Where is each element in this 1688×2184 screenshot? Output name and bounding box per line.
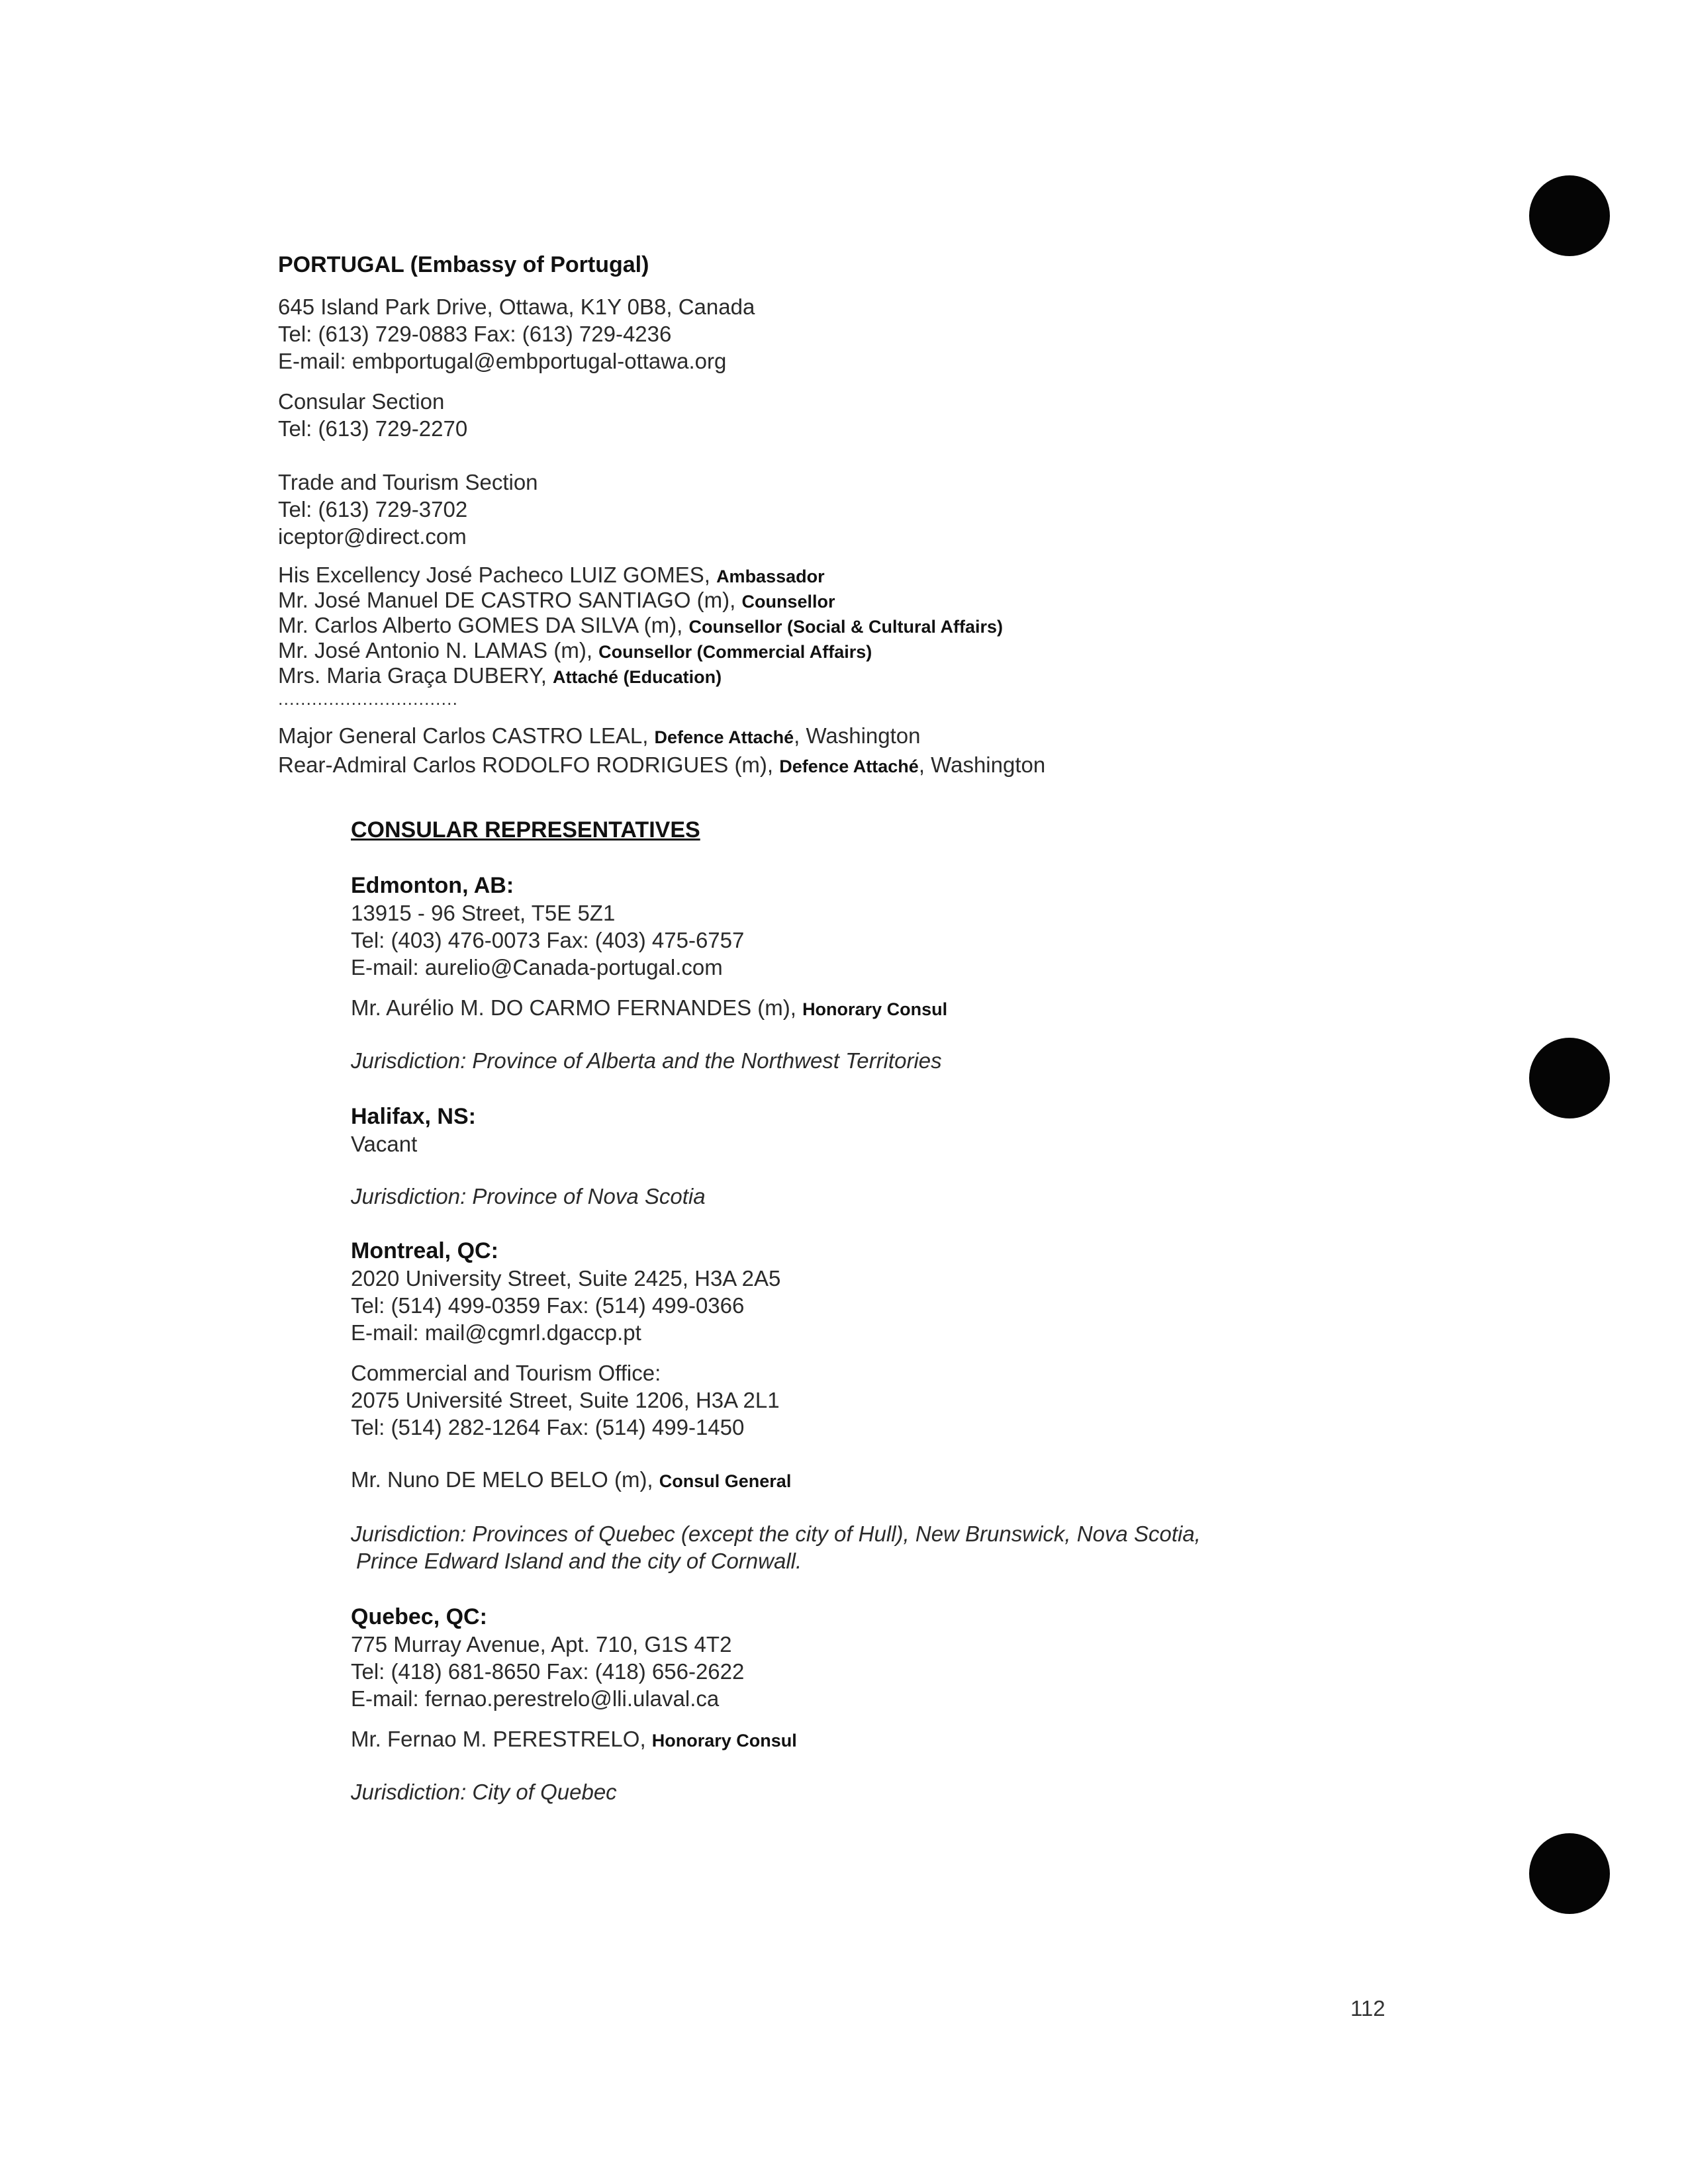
consulate-email: E-mail: aurelio@Canada-portugal.com: [351, 955, 723, 979]
embassy-section: [278, 251, 1470, 780]
staff-entry: Mrs. Maria Graça DUBERY, Attaché (Education): [278, 663, 722, 688]
defence-entry: Major General Carlos CASTRO LEAL, Defence Attaché, Washington: [278, 723, 921, 748]
consular-section-tel: Tel: (613) 729-2270: [278, 416, 468, 441]
consul-entry: Mr. Aurélio M. DO CARMO FERNANDES (m), Honorary Consul: [351, 995, 948, 1020]
jurisdiction-text: Jurisdiction: Provinces of Quebec (except the city of Hull), New Brunswick, Nova Scotia,: [351, 1522, 1201, 1546]
office-label: Commercial and Tourism Office:: [351, 1361, 661, 1385]
consular-heading: CONSULAR REPRESENTATIVES: [351, 817, 700, 842]
staff-list: [278, 563, 1470, 689]
consulate-montreal: [351, 1238, 1542, 1574]
punch-hole-bottom: [1529, 1833, 1610, 1914]
consulate-address: 2020 University Street, Suite 2425, H3A 2A5: [351, 1266, 781, 1291]
office-tel-fax: Tel: (514) 282-1264 Fax: (514) 499-1450: [351, 1415, 745, 1439]
embassy-tel-fax: Tel: (613) 729-0883 Fax: (613) 729-4236: [278, 322, 672, 346]
page-number: 112: [1350, 1996, 1385, 2021]
jurisdiction-text: Jurisdiction: City of Quebec: [351, 1780, 617, 1804]
staff-entry: Mr. José Manuel DE CASTRO SANTIAGO (m), Counsellor: [278, 588, 835, 612]
embassy-address: 645 Island Park Drive, Ottawa, K1Y 0B8, Canada: [278, 295, 755, 319]
consulate-tel-fax: Tel: (418) 681-8650 Fax: (418) 656-2622: [351, 1659, 745, 1684]
consulate-tel-fax: Tel: (403) 476-0073 Fax: (403) 475-6757: [351, 928, 745, 952]
jurisdiction-text-continued: Prince Edward Island and the city of Cornwall.: [356, 1549, 802, 1573]
embassy-title: PORTUGAL (Embassy of Portugal): [278, 252, 649, 277]
consular-representatives-section: [351, 817, 1542, 1805]
trade-section-email: iceptor@direct.com: [278, 524, 467, 549]
office-address: 2075 Université Street, Suite 1206, H3A 2L1: [351, 1388, 780, 1412]
consul-entry: Mr. Nuno DE MELO BELO (m), Consul General: [351, 1467, 792, 1492]
trade-section-tel: Tel: (613) 729-3702: [278, 497, 468, 522]
consular-section-label: Consular Section: [278, 389, 445, 414]
staff-entry: Mr. José Antonio N. LAMAS (m), Counsellor (Commercial Affairs): [278, 638, 872, 662]
jurisdiction-text: Jurisdiction: Province of Nova Scotia: [351, 1184, 706, 1208]
city-heading: Edmonton, AB:: [351, 873, 514, 898]
staff-entry: Mr. Carlos Alberto GOMES DA SILVA (m), Counsellor (Social & Cultural Affairs): [278, 613, 1004, 637]
embassy-email: E-mail: embportugal@embportugal-ottawa.org: [278, 349, 727, 373]
defence-entry: Rear-Admiral Carlos RODOLFO RODRIGUES (m), Defence Attaché, Washington: [278, 752, 1046, 777]
city-heading: Halifax, NS:: [351, 1104, 476, 1129]
city-heading: Quebec, QC:: [351, 1604, 487, 1629]
separator-dots: ................................: [278, 689, 459, 709]
consulate-edmonton: [351, 872, 1542, 1074]
staff-entry: His Excellency José Pacheco LUIZ GOMES, Ambassador: [278, 563, 825, 587]
consulate-address: 13915 - 96 Street, T5E 5Z1: [351, 901, 616, 925]
consulate-status: Vacant: [351, 1132, 418, 1156]
consul-entry: Mr. Fernao M. PERESTRELO, Honorary Consul: [351, 1727, 797, 1751]
punch-hole-top: [1529, 175, 1610, 256]
consulate-email: E-mail: fernao.perestrelo@lli.ulaval.ca: [351, 1686, 720, 1711]
consulate-tel-fax: Tel: (514) 499-0359 Fax: (514) 499-0366: [351, 1293, 745, 1318]
consulate-email: E-mail: mail@cgmrl.dgaccp.pt: [351, 1320, 641, 1345]
jurisdiction-text: Jurisdiction: Province of Alberta and the Northwest Territories: [351, 1048, 942, 1073]
consulate-address: 775 Murray Avenue, Apt. 710, G1S 4T2: [351, 1632, 732, 1657]
consulate-halifax: [351, 1103, 1542, 1210]
city-heading: Montreal, QC:: [351, 1238, 498, 1263]
trade-section-label: Trade and Tourism Section: [278, 470, 538, 494]
consulate-quebec: [351, 1604, 1542, 1805]
